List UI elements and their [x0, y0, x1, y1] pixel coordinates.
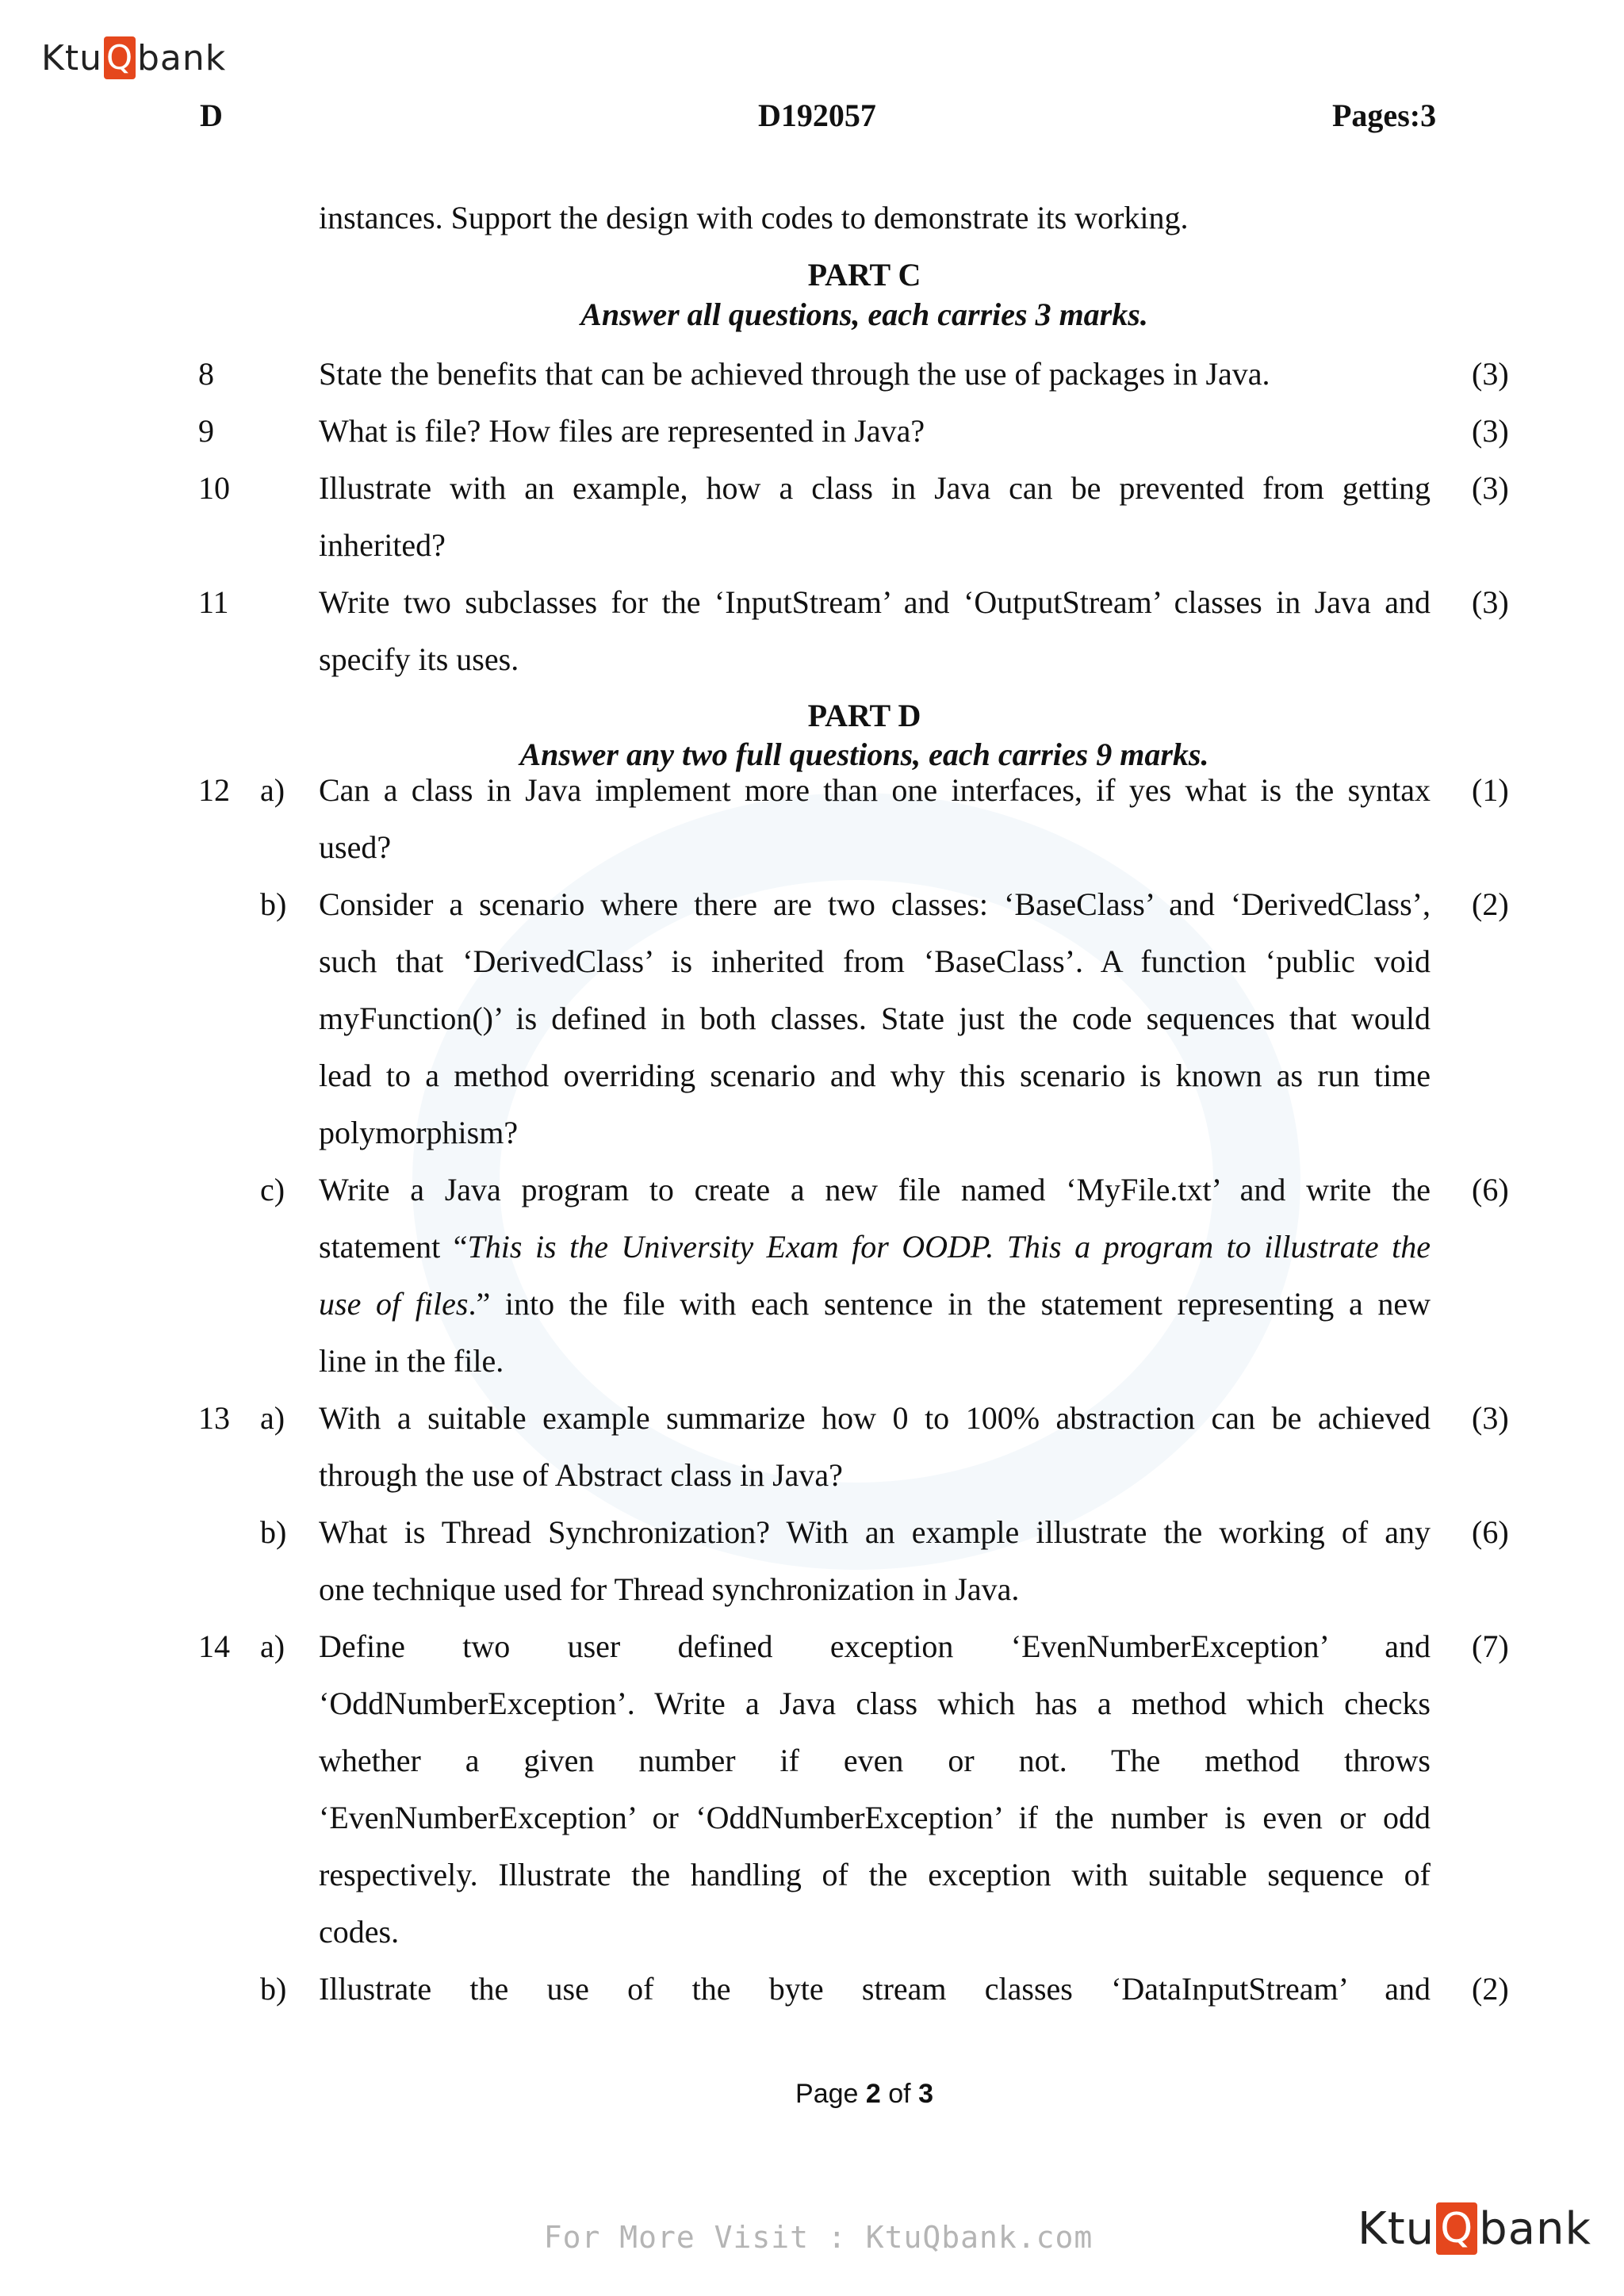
question-line: inherited?: [319, 527, 446, 563]
question-line: Can a class in Java implement more than one interfaces, if yes what is the syntax: [319, 772, 1431, 808]
question-line: Illustrate the use of the byte stream classes ‘DataInputStream’ and: [319, 1971, 1431, 2007]
question-marks: (3): [1472, 413, 1509, 449]
question-line: specify its uses.: [319, 641, 519, 677]
question-text-fragment: statement “: [319, 1229, 468, 1265]
question-line: What is Thread Synchronization? With an example illustrate the working of any: [319, 1514, 1431, 1550]
of-word: of: [888, 2079, 911, 2109]
question-line: respectively. Illustrate the handling of the exception with suitable sequence of: [319, 1857, 1431, 1892]
subquestion-text: [319, 1513, 1431, 1627]
subquestion-label: b): [260, 886, 287, 922]
question-line: through the use of Abstract class in Java?: [319, 1457, 843, 1493]
subquestion-text: [319, 1170, 1431, 1399]
question-text: [319, 354, 1431, 411]
page-header: [0, 97, 1624, 136]
question-line: myFunction()’ is defined in both classes. State just the code sequences that would: [319, 1001, 1431, 1036]
question-line: [319, 1227, 1431, 1284]
logo-text-right: bank: [1479, 2202, 1591, 2255]
question-line: polymorphism?: [319, 1115, 519, 1150]
question-line: What is file? How files are represented in Java?: [319, 413, 925, 449]
question-line: used?: [319, 829, 392, 865]
continuation-text: instances. Support the design with codes to demonstrate its working.: [319, 200, 1189, 235]
logo-text-left: Ktu: [1358, 2202, 1435, 2255]
question-line: line in the file.: [319, 1343, 504, 1379]
question-marks: (3): [1472, 470, 1509, 506]
series-label: D: [200, 98, 223, 133]
subquestion-label: a): [260, 772, 285, 808]
question-marks: (2): [1472, 886, 1509, 922]
question-text: [319, 583, 1431, 697]
logo-q-icon: Q: [1436, 2202, 1477, 2255]
subquestion-label: b): [260, 1514, 287, 1550]
part-c-instructions: Answer all questions, each carries 3 marks.: [580, 297, 1148, 332]
logo-text-left: Ktu: [41, 37, 102, 78]
question-number: 13: [198, 1400, 230, 1436]
visit-website-link[interactable]: For More Visit : KtuQbank.com: [543, 2220, 1094, 2255]
question-line: State the benefits that can be achieved through the use of packages in Java.: [319, 356, 1270, 392]
question-marks: (6): [1472, 1172, 1509, 1207]
question-marks: (3): [1472, 356, 1509, 392]
subquestion-text: [319, 1969, 1431, 2026]
question-number: 10: [198, 470, 230, 506]
part-d-instructions: Answer any two full questions, each carries 9 marks.: [519, 737, 1209, 772]
question-number: 8: [198, 356, 214, 392]
logo-q-icon: Q: [104, 36, 136, 79]
subquestion-label: b): [260, 1971, 287, 2007]
question-marks: (1): [1472, 772, 1509, 808]
question-line: Consider a scenario where there are two classes: ‘BaseClass’ and ‘DerivedClass’,: [319, 886, 1431, 922]
question-line: lead to a method overriding scenario and why this scenario is known as run time: [319, 1058, 1431, 1093]
question-line: Write a Java program to create a new file named ‘MyFile.txt’ and write the: [319, 1172, 1431, 1207]
question-line: ‘EvenNumberException’ or ‘OddNumberException’ if the number is even or odd: [319, 1800, 1431, 1835]
page-word: Page: [795, 2079, 859, 2109]
question-line: whether a given number if even or not. The method throws: [319, 1743, 1431, 1778]
total-pages: 3: [918, 2079, 933, 2109]
subquestion-text: [319, 771, 1431, 885]
question-line: Write two subclasses for the ‘InputStream’ and ‘OutputStream’ classes in Java and: [319, 584, 1431, 620]
question-number: 14: [198, 1628, 230, 1664]
quoted-statement-italic: use of files: [319, 1286, 469, 1322]
subquestion-text: [319, 885, 1431, 1170]
question-marks: (3): [1472, 1400, 1509, 1436]
paper-code: D192057: [758, 98, 876, 133]
question-marks: (3): [1472, 584, 1509, 620]
question-marks: (6): [1472, 1514, 1509, 1550]
subquestion-label: c): [260, 1172, 285, 1207]
part-d-title: PART D: [807, 698, 921, 733]
page-number: [0, 2079, 1624, 2110]
question-line: Illustrate with an example, how a class in Java can be prevented from getting: [319, 470, 1431, 506]
question-line: such that ‘DerivedClass’ is inherited from ‘BaseClass’. A function ‘public void: [319, 943, 1431, 979]
question-line: Define two user defined exception ‘EvenNumberException’ and: [319, 1628, 1431, 1664]
subquestion-text: [319, 1627, 1431, 1969]
page-count: Pages:3: [1332, 98, 1437, 133]
question-line: [319, 1284, 1431, 1341]
ktuqbank-logo-bottom: [1358, 2202, 1591, 2255]
subquestion-label: a): [260, 1400, 285, 1436]
question-text: [319, 411, 1431, 469]
question-line: ‘OddNumberException’. Write a Java class which has a method which checks: [319, 1686, 1431, 1721]
question-line: one technique used for Thread synchronization in Java.: [319, 1571, 1020, 1607]
question-line: codes.: [319, 1914, 400, 1950]
subquestion-label: a): [260, 1628, 285, 1664]
ktuqbank-logo-top: [41, 36, 226, 79]
quoted-statement-italic: This is the University Exam for OODP. This a program to illustrate the: [467, 1229, 1431, 1265]
logo-text-right: bank: [137, 37, 227, 78]
question-number: 9: [198, 413, 214, 449]
question-text: [319, 469, 1431, 583]
current-page: 2: [865, 2079, 881, 2109]
question-number: 12: [198, 772, 230, 808]
question-text-fragment: .” into the file with each sentence in the statement representing a new: [468, 1286, 1431, 1322]
question-line: With a suitable example summarize how 0 to 100% abstraction can be achieved: [319, 1400, 1431, 1436]
subquestion-text: [319, 1399, 1431, 1513]
question-marks: (2): [1472, 1971, 1509, 2007]
question-number: 11: [198, 584, 229, 620]
part-c-title: PART C: [807, 257, 921, 293]
question-marks: (7): [1472, 1628, 1509, 1664]
